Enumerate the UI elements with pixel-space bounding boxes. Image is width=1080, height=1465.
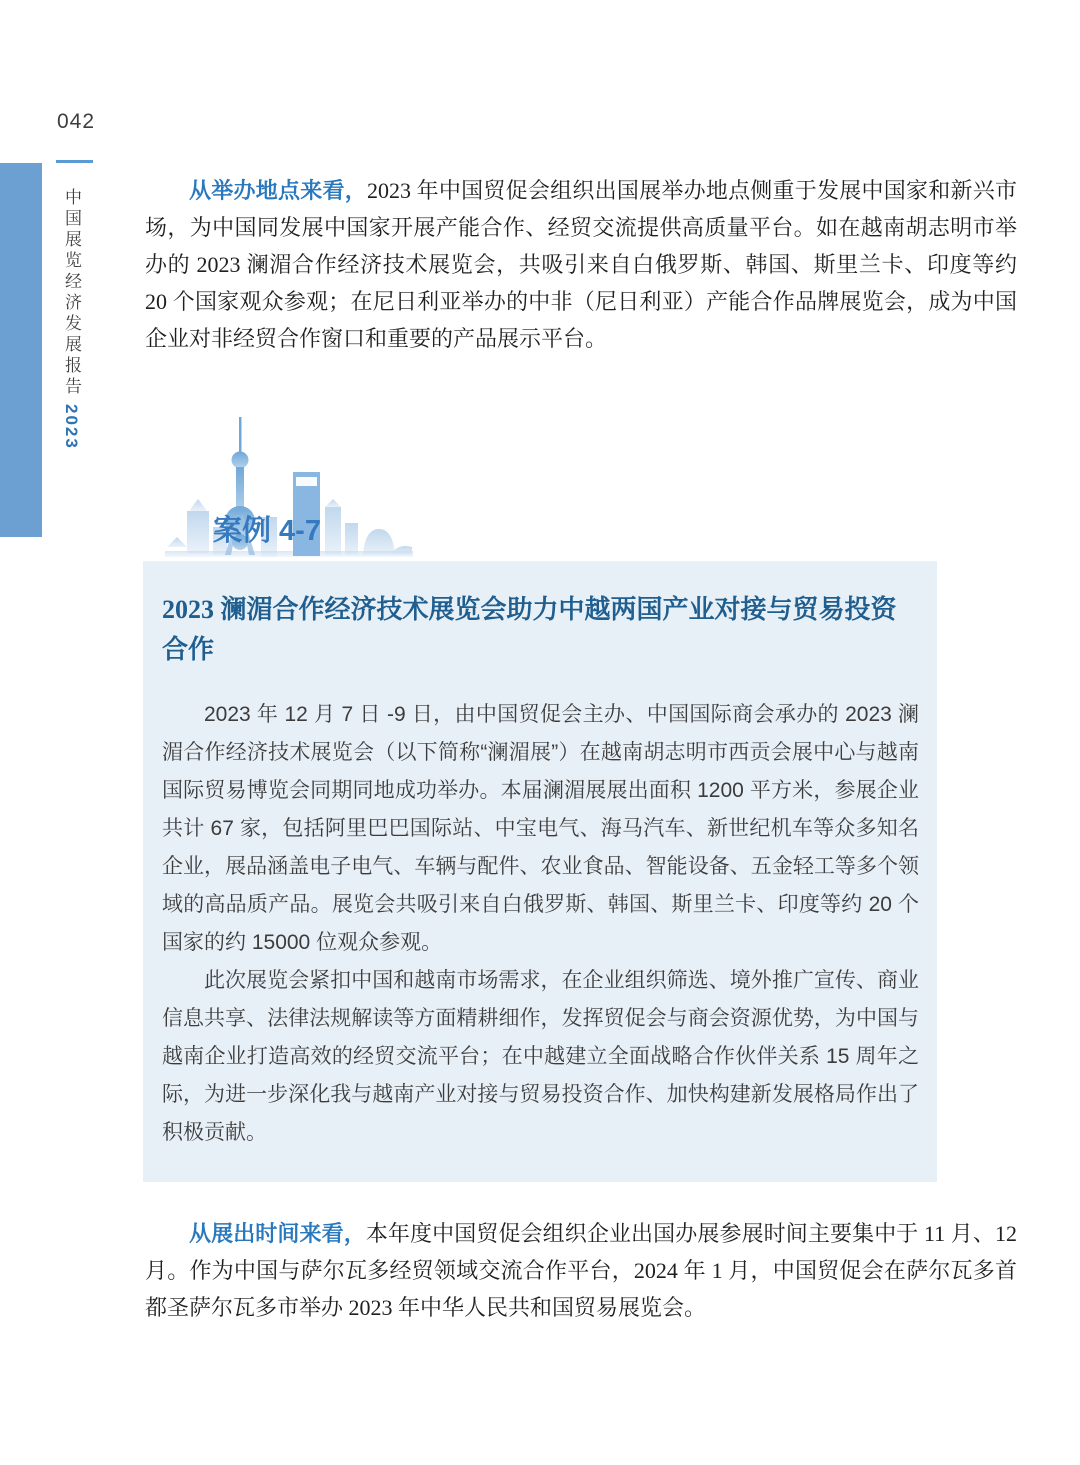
closing-paragraph-text: 本年度中国贸促会组织企业出国办展参展时间主要集中于 11 月、12 月。作为中国与萨尔瓦多经贸领域交流合作平台，2024 年 1 月，中国贸促会在萨尔瓦多首都圣萨尔瓦多市举办 2023 年中华人民共和国贸易展览会。	[145, 1221, 1017, 1320]
case-paragraph-1: 2023 年 12 月 7 日 -9 日，由中国贸促会主办、中国国际商会承办的 2023 澜湄合作经济技术展览会（以下简称“澜湄展”）在越南胡志明市西贡会展中心与越南国际贸易博览会同期同地成功举办。本届澜湄展展出面积 1200 平方米，参展企业共计 67 家，包括阿里巴巴国际站、中宝电气、海马汽车、新世纪机车等众多知名企业，展品涵盖电子电气、车辆与配件、农业食品、智能设备、五金轻工等多个领域的高品质产品。展览会共吸引来自白俄罗斯、韩国、斯里兰卡、印度等约 20 个国家的约 15000 位观众参观。	[162, 703, 919, 954]
intro-paragraph-text: 2023 年中国贸促会组织出国展举办地点侧重于发展中国家和新兴市场，为中国同发展中国家开展产能合作、经贸交流提供高质量平台。如在越南胡志明市举办的 2023 澜湄合作经济技术展览会，共吸引来自白俄罗斯、韩国、斯里兰卡、印度等约 20 个国家观众参观；在尼日利亚举办的中非（尼日利亚）产能合作品牌展览会，成为中国企业对非经贸合作窗口和重要的产品展示平台。	[145, 178, 1017, 351]
intro-paragraph-lead: 从举办地点来看，	[189, 178, 367, 203]
skyline-illustration	[165, 415, 415, 560]
case-title: 2023 澜湄合作经济技术展览会助力中越两国产业对接与贸易投资合作	[162, 595, 897, 664]
case-label: 案例 4-7	[213, 515, 321, 547]
sidebar-accent-bar	[0, 163, 42, 537]
page-number-rule	[56, 160, 93, 163]
case-study-box	[143, 561, 937, 1182]
intro-paragraph	[145, 172, 1017, 357]
sidebar-book-title	[59, 188, 84, 548]
case-paragraph-2: 此次展览会紧扣中国和越南市场需求，在企业组织筛选、境外推广宣传、商业信息共享、法律法规解读等方面精耕细作，发挥贸促会与商会资源优势，为中国与越南企业打造高效的经贸交流平台；在中越建立全面战略合作伙伴关系 15 周年之际，为进一步深化我与越南产业对接与贸易投资合作、加快构建新发展格局作出了积极贡献。	[162, 969, 919, 1144]
closing-paragraph-lead: 从展出时间来看，	[189, 1221, 366, 1246]
closing-paragraph	[145, 1215, 1017, 1326]
page-number: 042	[57, 110, 96, 133]
book-year-text: 2023	[62, 404, 81, 450]
book-title-text: 中国展览经济发展报告	[62, 188, 81, 398]
